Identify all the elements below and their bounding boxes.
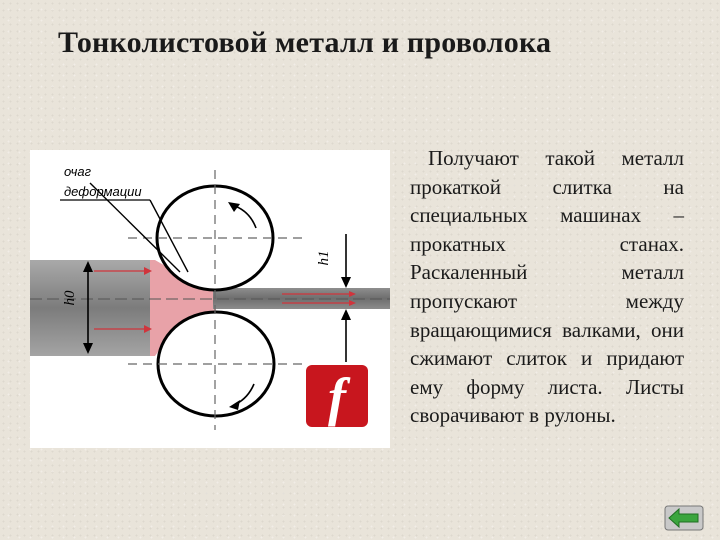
h1-label: h1 xyxy=(316,250,332,266)
incoming-slab xyxy=(30,260,155,356)
back-arrow-icon xyxy=(665,506,703,530)
slide-title: Тонколистовой металл и проволока xyxy=(58,26,552,59)
flash-logo-letter: f xyxy=(328,367,346,427)
h1-bottom-arrowhead xyxy=(341,309,351,320)
h0-label: h0 xyxy=(62,290,78,306)
back-button[interactable] xyxy=(664,505,704,531)
deformation-label-line2: деформации xyxy=(64,184,142,199)
h1-top-arrowhead xyxy=(341,277,351,288)
deformation-label-line1: очаг xyxy=(64,164,92,179)
slide-body-text: Получают такой металл прокаткой слитка на специальных машинах – прокатных станах. Раскаленный металл пропускают между вращающимися валками, они сжимают слиток и придают ему форму листа. Листы сворачивают в рулоны. xyxy=(410,146,684,428)
rolling-diagram xyxy=(30,150,390,448)
